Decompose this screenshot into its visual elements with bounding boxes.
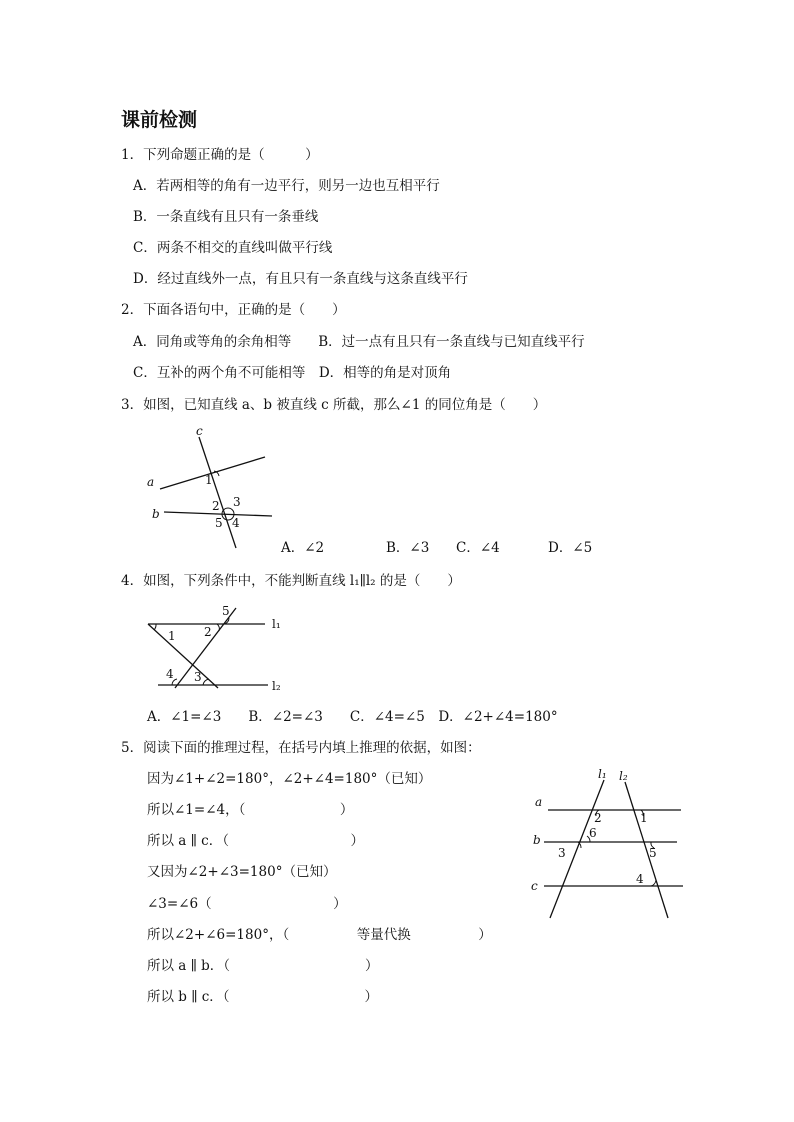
q5-label-b: b	[533, 833, 541, 847]
q4-label-2: 2	[204, 625, 212, 639]
q3-label-3: 3	[233, 495, 241, 509]
q1-option-c: C．两条不相交的直线叫做平行线	[133, 240, 333, 256]
q3-label-4: 4	[232, 516, 240, 530]
q3-label-1: 1	[205, 473, 213, 487]
q1-option-a: A．若两相等的角有一边平行，则另一边也互相平行	[133, 178, 440, 194]
q1-stem: 1．下列命题正确的是（ ）	[121, 147, 319, 163]
q2-options-row1: A．同角或等角的余角相等 B．过一点有且只有一条直线与已知直线平行	[133, 334, 585, 350]
q5-label-3: 3	[558, 846, 566, 860]
q2-stem: 2．下面各语句中，正确的是（ ）	[121, 302, 346, 318]
q5-step-5: ∠3=∠6（ ）	[147, 896, 347, 912]
q5-label-c: c	[531, 879, 538, 893]
q5-step-4: 又因为∠2+∠3=180°（已知）	[147, 864, 337, 880]
q4-label-5: 5	[222, 604, 230, 618]
q4-label-4: 4	[166, 667, 174, 681]
q3-option-b: B．∠3	[386, 540, 430, 556]
page-title: 课前检测	[121, 109, 198, 131]
q5-label-5: 5	[649, 846, 657, 860]
q1-option-d: D．经过直线外一点，有且只有一条直线与这条直线平行	[133, 271, 468, 287]
q5-label-2: 2	[594, 811, 602, 825]
q5-label-4: 4	[636, 872, 644, 886]
q3-option-d: D．∠5	[548, 540, 593, 556]
q3-stem: 3．如图，已知直线 a、b 被直线 c 所截，那么∠1 的同位角是（ ）	[121, 397, 547, 413]
q5-line-l2	[625, 782, 668, 918]
q5-step-7: 所以 a ∥ b．（ ）	[147, 958, 379, 974]
q5-label-a: a	[535, 795, 543, 809]
q5-stem: 5．阅读下面的推理过程，在括号内填上推理的依据，如图：	[121, 740, 481, 756]
q5-step-1: 因为∠1+∠2=180°，∠2+∠4=180°（已知）	[147, 771, 432, 787]
q5-step-3: 所以 a ∥ c．（ ）	[147, 833, 364, 849]
q5-step-2: 所以∠1=∠4，（ ）	[147, 802, 354, 818]
q4-label-l1: l₁	[272, 617, 281, 631]
q4-options: A．∠1=∠3 B．∠2=∠3 C．∠4=∠5 D．∠2+∠4=180°	[147, 709, 558, 725]
q5-label-l2: l₂	[619, 769, 628, 783]
q2-options-row2: C．互补的两个角不可能相等 D．相等的角是对顶角	[133, 365, 452, 381]
q5-step-6: 所以∠2+∠6=180°，（ 等量代换 ）	[147, 927, 492, 943]
q3-option-c: C．∠4	[456, 540, 500, 556]
q3-label-a: a	[147, 475, 155, 489]
q3-label-c: c	[196, 424, 203, 438]
q3-label-2: 2	[212, 499, 220, 513]
q4-label-1: 1	[168, 629, 176, 643]
q3-option-a: A．∠2	[281, 540, 325, 556]
q1-option-b: B．一条直线有且只有一条垂线	[133, 209, 319, 225]
q5-label-l1: l₁	[598, 767, 607, 781]
q5-step-8: 所以 b ∥ c．（ ）	[147, 989, 379, 1005]
q3-label-b: b	[152, 507, 160, 521]
q4-label-l2: l₂	[272, 679, 281, 693]
q4-label-3: 3	[194, 670, 202, 684]
q4-stem: 4．如图，下列条件中，不能判断直线 l₁∥l₂ 的是（ ）	[121, 573, 461, 589]
q5-label-6: 6	[589, 826, 597, 840]
q5-label-1: 1	[640, 811, 648, 825]
q3-label-5: 5	[215, 516, 223, 530]
q5-angle-4-arc	[651, 880, 656, 886]
